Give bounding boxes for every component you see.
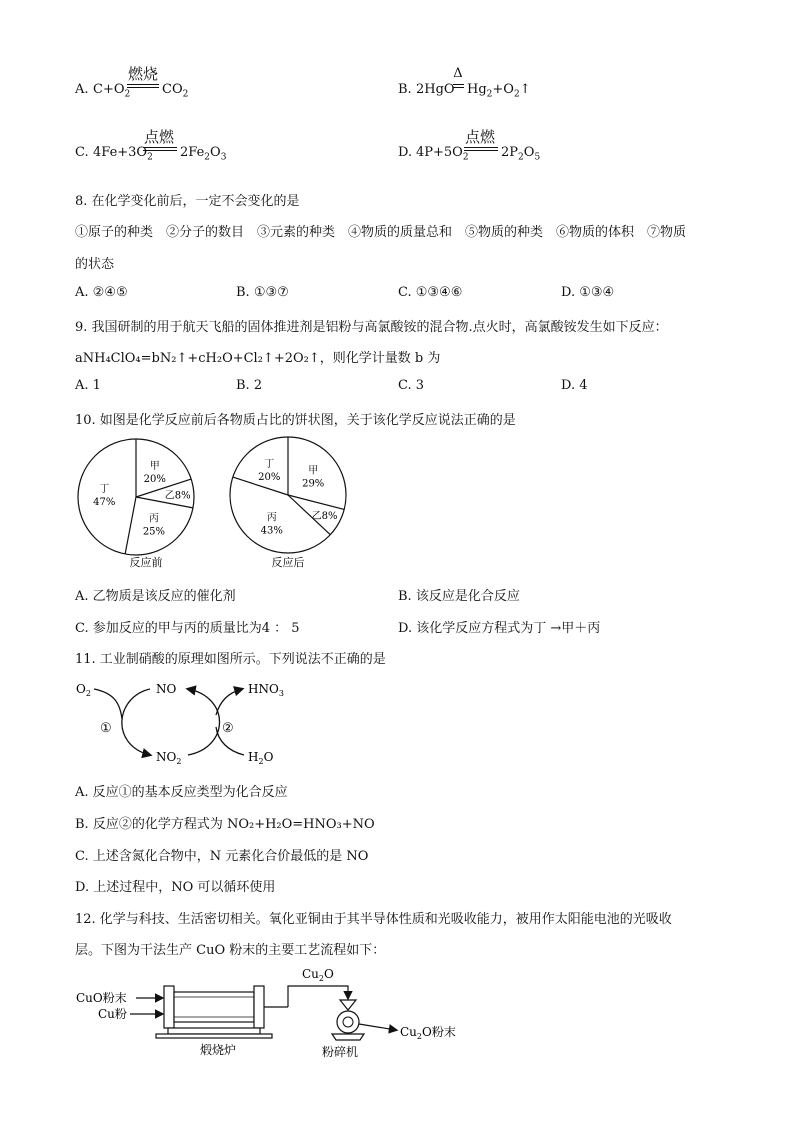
q8-option-a: A. ②④⑤	[75, 285, 128, 300]
species-o2: $O_2$	[76, 682, 91, 698]
q8-option-b: B. ①③⑦	[236, 285, 289, 300]
input-cu-powder: Cu粉	[98, 1007, 127, 1021]
pie-before-slice-label-3: 丁	[99, 483, 110, 495]
q10-pie-charts	[70, 430, 370, 580]
q12-process-flow	[70, 962, 490, 1062]
species-no: NO	[156, 682, 177, 696]
q9-option-c: C. 3	[398, 378, 425, 393]
pie-before-slice-label-1: 乙8%	[164, 490, 191, 502]
q7-a-condition: 燃烧	[127, 65, 158, 83]
step-1-label: ①	[100, 721, 112, 736]
q10-option-c: C. 参加反应的甲与丙的质量比为4 ： 5	[75, 621, 300, 636]
intermediate-cu2o: $Cu_2O$	[302, 967, 334, 983]
q8-items-line1: ①原子的种类 ②分子的数目 ③元素的种类 ④物质的质量总和 ⑤物质的种类 ⑥物质的体积 ⑦物质	[75, 225, 687, 240]
pie-chart-after	[230, 437, 346, 553]
pie-before-slice-label-2: 丙	[148, 513, 159, 525]
q9-stem: 9. 我国研制的用于航天飞船的固体推进剂是铝粉与高氯酸铵的混合物.点火时，高氯酸铵发生如下反应：	[75, 320, 668, 335]
q9-option-a: A. 1	[75, 378, 101, 393]
pulverizer-mill	[332, 1000, 364, 1040]
q11-option-a: A. 反应①的基本反应类型为化合反应	[75, 785, 288, 800]
q12-stem-line2: 层。下图为干法生产 CuO 粉末的主要工艺流程如下：	[75, 943, 386, 958]
pie-after-slice-value-0: 29%	[302, 478, 325, 490]
mill-label: 粉碎机	[322, 1045, 359, 1059]
pie-chart-before	[78, 439, 194, 555]
pie-before-slice-value-0: 20%	[143, 474, 166, 486]
arrow-o2-join	[94, 689, 122, 719]
q9-option-d: D. 4	[561, 378, 588, 393]
arrow-no2-to-no	[188, 689, 220, 755]
q10-stem: 10. 如图是化学反应前后各物质占比的饼状图，关于该化学反应说法正确的是	[75, 413, 516, 428]
pie-before-caption: 反应前	[129, 556, 163, 569]
pie-after-slice-value-2: 43%	[260, 525, 283, 537]
q11-stem: 11. 工业制硝酸的原理如图所示。下列说法不正确的是	[75, 652, 386, 667]
pie-after-slice-label-2: 丙	[266, 512, 277, 524]
q10-option-b: B. 该反应是化合反应	[398, 589, 520, 604]
q8-option-c: C. ①③④⑥	[398, 285, 463, 300]
q7-d-condition: 点燃	[464, 128, 495, 146]
pie-before-slice-value-3: 47%	[93, 496, 116, 508]
q7-a-equals	[127, 84, 159, 88]
species-no2: $NO_2$	[156, 750, 182, 766]
q8-stem: 8. 在化学变化前后，一定不会变化的是	[75, 194, 300, 209]
furnace-label: 煅烧炉	[200, 1043, 237, 1057]
q11-option-c: C. 上述含氮化合物中，N 元素化合价最低的是 NO	[75, 849, 369, 864]
q7-b-condition: Δ	[453, 66, 463, 81]
input-cuo-powder: CuO粉末	[76, 991, 127, 1005]
q10-option-a: A. 乙物质是该反应的催化剂	[75, 589, 236, 604]
species-hno3: $HNO_3$	[248, 682, 284, 698]
pie-after-slice-label-0: 甲	[308, 465, 319, 477]
output-cu2o-powder: $Cu_2O$粉末	[400, 1025, 456, 1041]
q11-cycle-diagram	[70, 675, 300, 770]
q12-stem-line1: 12. 化学与科技、生活密切相关。氧化亚铜由于其半导体性质和光吸收能力，被用作太阳能电池的光吸收	[75, 912, 672, 927]
arrow-no-to-no2	[122, 689, 150, 755]
calcination-furnace	[156, 986, 288, 1038]
species-h2o: $H_2O$	[248, 750, 274, 766]
step-2-label: ②	[222, 721, 234, 736]
q11-option-b: B. 反应②的化学方程式为 NO₂+H₂O=HNO₃+NO	[75, 817, 375, 832]
q7-c-condition: 点燃	[143, 128, 174, 146]
q9-option-b: B. 2	[236, 378, 263, 393]
arrow-to-hno3	[216, 689, 242, 715]
q7-a-lhs: C+O	[93, 82, 125, 97]
pie-after-slice-label-1: 乙8%	[311, 511, 338, 523]
q8-option-d: D. ①③④	[561, 285, 615, 300]
q8-items-line2: 的状态	[75, 257, 115, 272]
pie-after-slice-label-3: 丁	[264, 459, 275, 471]
q11-option-d: D. 上述过程中，NO 可以循环使用	[75, 880, 276, 895]
q10-option-d: D. 该化学反应方程式为丁 →甲＋丙	[398, 621, 601, 636]
pie-before-slice-label-0: 甲	[149, 461, 160, 473]
q9-equation: aNH₄ClO₄=bN₂↑+cH₂O+Cl₂↑+2O₂↑，则化学计量数 b 为	[75, 351, 441, 366]
pie-after-slice-value-3: 20%	[258, 472, 281, 484]
pie-after-caption: 反应后	[271, 556, 305, 569]
pie-before-slice-value-2: 25%	[142, 526, 166, 538]
